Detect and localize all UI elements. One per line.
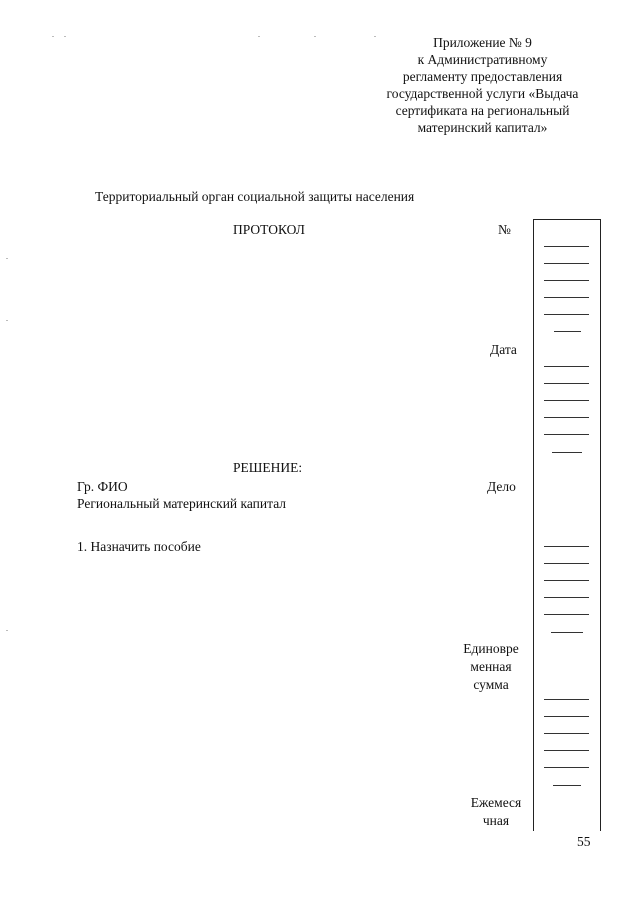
lump-sum-label — [457, 640, 525, 694]
fill-in-line — [544, 546, 589, 547]
scan-speck — [52, 36, 54, 37]
fill-in-line — [544, 716, 589, 717]
fill-in-line — [544, 733, 589, 734]
scan-speck — [6, 258, 8, 259]
fill-in-line — [554, 331, 581, 332]
appendix-line: Приложение № 9 — [433, 35, 532, 50]
fill-in-line — [544, 297, 589, 298]
scan-speck — [6, 630, 8, 631]
fill-in-line — [544, 750, 589, 751]
case-label: Дело — [487, 479, 516, 494]
date-label: Дата — [490, 342, 517, 357]
appendix-header — [355, 34, 610, 136]
fill-in-line — [553, 785, 581, 786]
appendix-line: материнский капитал» — [417, 120, 548, 135]
decision-item-1: 1. Назначить пособие — [77, 539, 201, 554]
appendix-line: к Административному — [417, 52, 548, 67]
monthly-label — [462, 794, 530, 830]
scan-speck — [6, 320, 8, 321]
lump-sum-label-line: сумма — [473, 677, 509, 692]
fill-in-line — [544, 246, 589, 247]
decision-title: РЕШЕНИЕ: — [233, 460, 303, 475]
fill-in-column — [533, 219, 601, 831]
lump-sum-label-line: менная — [470, 659, 512, 674]
fill-in-line — [551, 632, 583, 633]
protocol-title: ПРОТОКОЛ — [233, 222, 305, 237]
fill-in-line — [544, 563, 589, 564]
fill-in-line — [544, 280, 589, 281]
fill-in-line — [544, 263, 589, 264]
fill-in-line — [544, 597, 589, 598]
monthly-label-line: Ежемеся — [470, 795, 522, 810]
lump-sum-label-line: Единовре — [463, 641, 519, 656]
fill-in-line — [544, 314, 589, 315]
citizen-name: Гр. ФИО — [77, 479, 128, 494]
fill-in-line — [544, 366, 589, 367]
organization-name: Территориальный орган социальной защиты населения — [95, 189, 415, 204]
fill-in-line — [544, 699, 589, 700]
page-number: 55 — [577, 834, 591, 849]
fill-in-line — [544, 383, 589, 384]
appendix-line: сертификата на региональный — [395, 103, 570, 118]
fill-in-line — [544, 417, 589, 418]
fill-in-line — [544, 434, 589, 435]
fill-in-line — [544, 580, 589, 581]
scan-speck — [314, 36, 316, 37]
scan-speck — [64, 36, 66, 37]
fill-in-line — [544, 767, 589, 768]
scan-speck — [258, 36, 260, 37]
fill-in-line — [552, 452, 582, 453]
program-name: Региональный материнский капитал — [77, 496, 287, 511]
appendix-line: регламенту предоставления — [402, 69, 563, 84]
appendix-line: государственной услуги «Выдача — [386, 86, 579, 101]
fill-in-line — [544, 614, 589, 615]
number-label: № — [498, 222, 511, 237]
monthly-label-line: чная — [482, 813, 510, 828]
fill-in-line — [544, 400, 589, 401]
